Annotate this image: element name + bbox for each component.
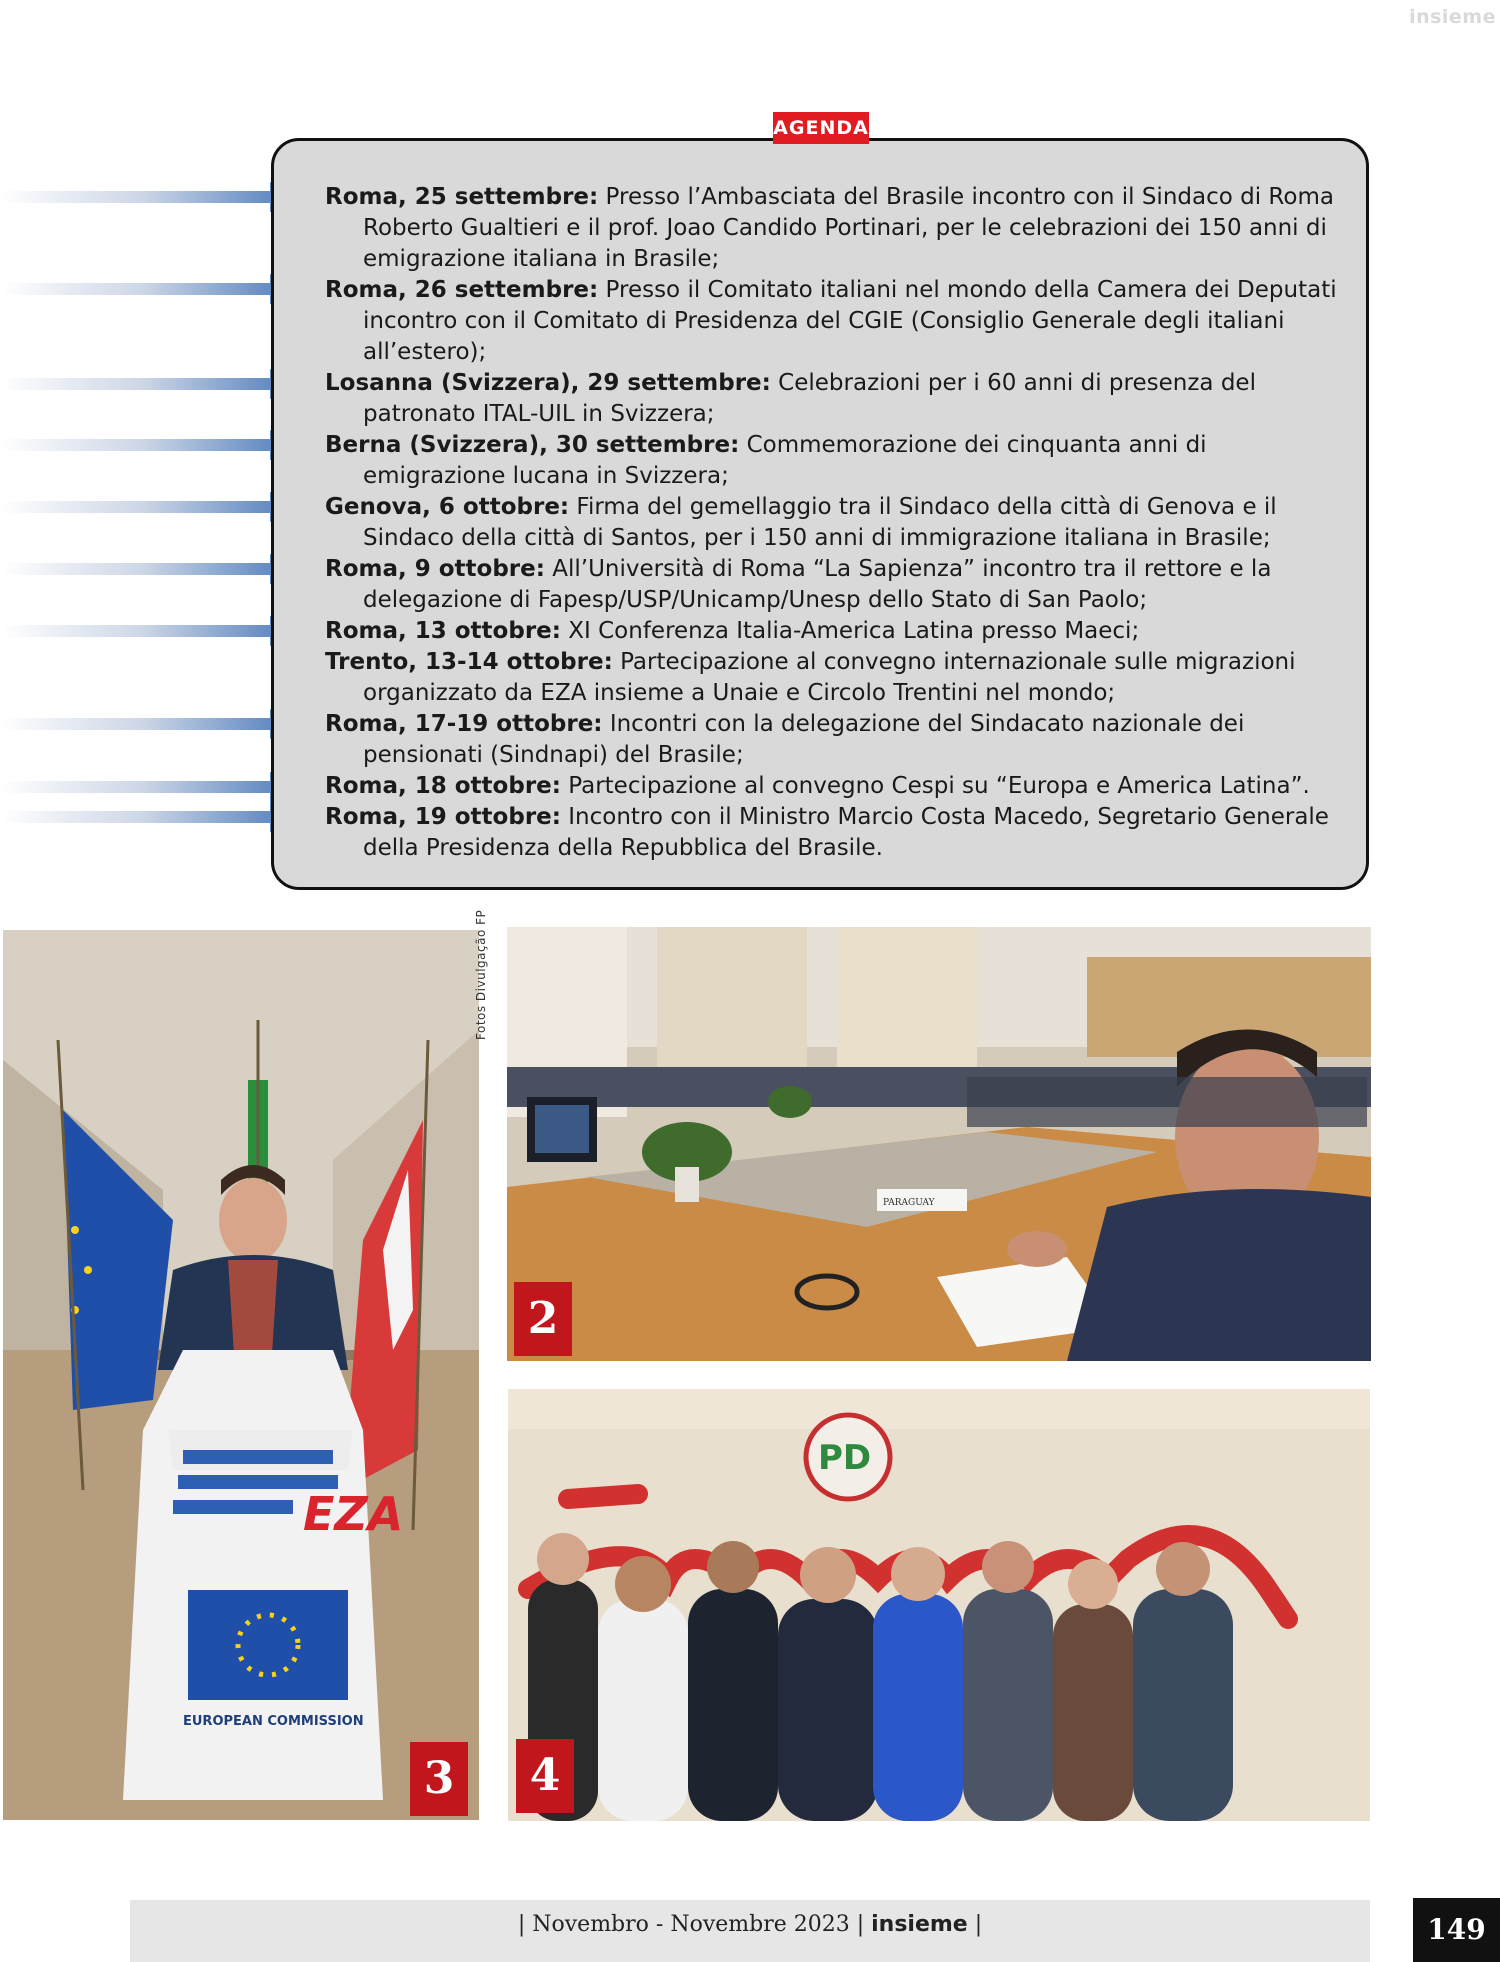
agenda-item: Roma, 26 settembre: Presso il Comitato italiani nel mondo della Camera dei Deputati incontro con il Comitato di Presidenza del CGIE (Consiglio Generale degli italiani all’estero); — [325, 277, 1337, 365]
podium-eza-text: EZA — [303, 1487, 404, 1541]
magazine-tag: insieme — [1409, 6, 1496, 28]
podium-photo-image — [3, 930, 479, 1820]
agenda-item: Roma, 25 settembre: Presso l’Ambasciata del Brasile incontro con il Sindaco di Roma Roberto Gualtieri e il prof. Joao Candido Portinari, per le celebrazioni dei 150 anni di emigrazione italiana in Brasile; — [325, 184, 1334, 272]
footer-brand: insieme — [871, 1912, 968, 1937]
agenda-badge: AGENDA — [773, 112, 869, 144]
agenda-item: Roma, 19 ottobre: Incontro con il Ministro Marcio Costa Macedo, Segretario Generale della Presidenza della Repubblica del Brasile. — [325, 804, 1329, 861]
photo-number-4: 4 — [516, 1739, 574, 1813]
page-number: 149 — [1413, 1898, 1500, 1962]
agenda-item: Genova, 6 ottobre: Firma del gemellaggio tra il Sindaco della città di Genova e il Sindaco della città di Santos, per i 150 anni di immigrazione italiana in Brasile; — [325, 494, 1277, 551]
photo-conference — [507, 927, 1371, 1361]
footer-text: | Novembro - Novembre 2023 | insieme | — [517, 1912, 983, 1937]
group-photo-image — [508, 1389, 1370, 1821]
agenda-item: Roma, 9 ottobre: All’Università di Roma “La Sapienza” incontro tra il rettore e la delegazione di Fapesp/USP/Unicamp/Unesp dello Stato di San Paolo; — [325, 556, 1272, 613]
photo-number-3: 3 — [410, 1742, 468, 1816]
pd-logo-text: PD — [818, 1438, 872, 1478]
agenda-item: Roma, 17-19 ottobre: Incontri con la delegazione del Sindacato nazionale dei pensionati (Sindnapi) del Brasile; — [325, 711, 1245, 768]
photo-number-2: 2 — [514, 1282, 572, 1356]
agenda-item: Roma, 13 ottobre: XI Conferenza Italia-America Latina presso Maeci; — [325, 618, 1140, 644]
photo-podium — [3, 930, 479, 1820]
placard-text: PARAGUAY — [883, 1198, 935, 1208]
agenda-item: Trento, 13-14 ottobre: Partecipazione al convegno internazionale sulle migrazioni organizzato da EZA insieme a Unaie e Circolo Trentini nel mondo; — [325, 649, 1296, 706]
agenda-item: Berna (Svizzera), 30 settembre: Commemorazione dei cinquanta anni di emigrazione lucana in Svizzera; — [325, 432, 1207, 489]
photo-credit: Fotos Divulgação FP — [474, 909, 488, 1040]
photo-group — [508, 1389, 1370, 1821]
conference-photo-image — [507, 927, 1371, 1361]
podium-banner-text: EUROPEAN COMMISSION — [183, 1714, 364, 1729]
agenda-item: Losanna (Svizzera), 29 settembre: Celebrazioni per i 60 anni di presenza del patronato ITAL-UIL in Svizzera; — [325, 370, 1256, 427]
agenda-list — [325, 182, 1345, 864]
agenda-item: Roma, 18 ottobre: Partecipazione al convegno Cespi su “Europa e America Latina”. — [325, 773, 1310, 799]
